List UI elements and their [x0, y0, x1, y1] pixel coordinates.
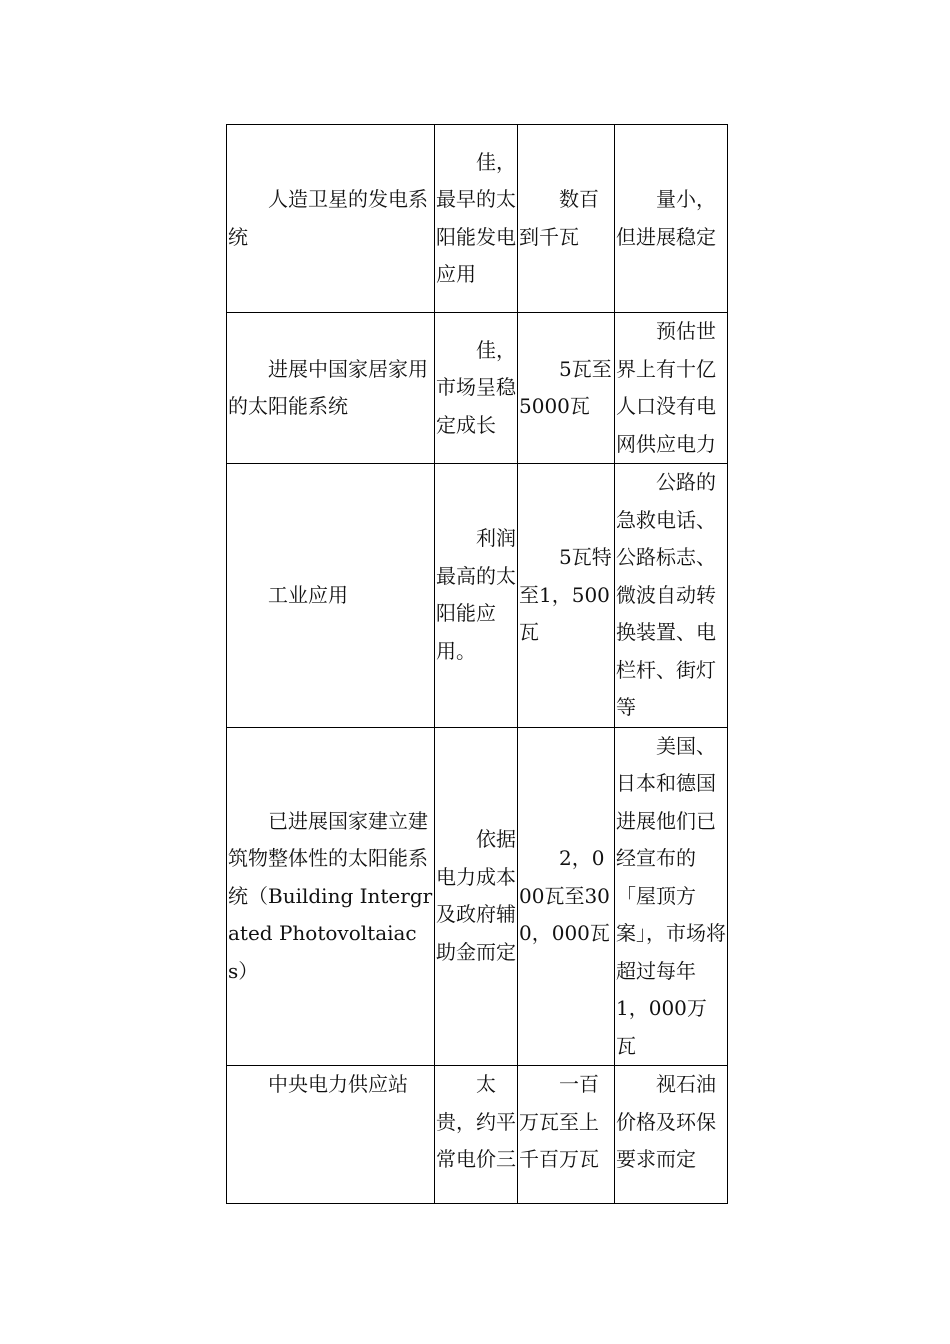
application-cell: 人造卫星的发电系统: [227, 125, 435, 313]
application-cell: 中央电力供应站: [227, 1066, 435, 1204]
capacity-cell: 数百到千瓦: [518, 125, 615, 313]
prospect-cell: 太贵，约平常电价三: [435, 1066, 518, 1204]
notes-cell: 美国、日本和德国进展他们已经宣布的「屋顶方案」，市场将超过每年1，000万瓦: [615, 727, 728, 1066]
prospect-cell: 佳，市场呈稳定成长: [435, 313, 518, 464]
table-row: [227, 313, 728, 464]
capacity-cell: 2，000瓦至300，000瓦: [518, 727, 615, 1066]
capacity-cell: 5瓦特至1，500瓦: [518, 464, 615, 728]
notes-cell: 量小，但进展稳定: [615, 125, 728, 313]
application-cell: 已进展国家建立建筑物整体性的太阳能系统（Building Intergrated Photovoltaiacs）: [227, 727, 435, 1066]
table-row: [227, 125, 728, 313]
notes-cell: 视石油价格及环保要求而定: [615, 1066, 728, 1204]
prospect-cell: 佳，最早的太阳能发电应用: [435, 125, 518, 313]
notes-cell: 公路的急救电话、公路标志、微波自动转换装置、电栏杆、街灯等: [615, 464, 728, 728]
prospect-cell: 依据电力成本及政府辅助金而定: [435, 727, 518, 1066]
table-row: [227, 1066, 728, 1204]
application-cell: 工业应用: [227, 464, 435, 728]
table-row: [227, 727, 728, 1066]
capacity-cell: 5瓦至5000瓦: [518, 313, 615, 464]
application-cell: 进展中国家居家用的太阳能系统: [227, 313, 435, 464]
capacity-cell: 一百万瓦至上千百万瓦: [518, 1066, 615, 1204]
table-row: [227, 464, 728, 728]
notes-cell: 预估世界上有十亿人口没有电网供应电力: [615, 313, 728, 464]
prospect-cell: 利润最高的太阳能应用。: [435, 464, 518, 728]
solar-applications-table: [226, 124, 728, 1204]
